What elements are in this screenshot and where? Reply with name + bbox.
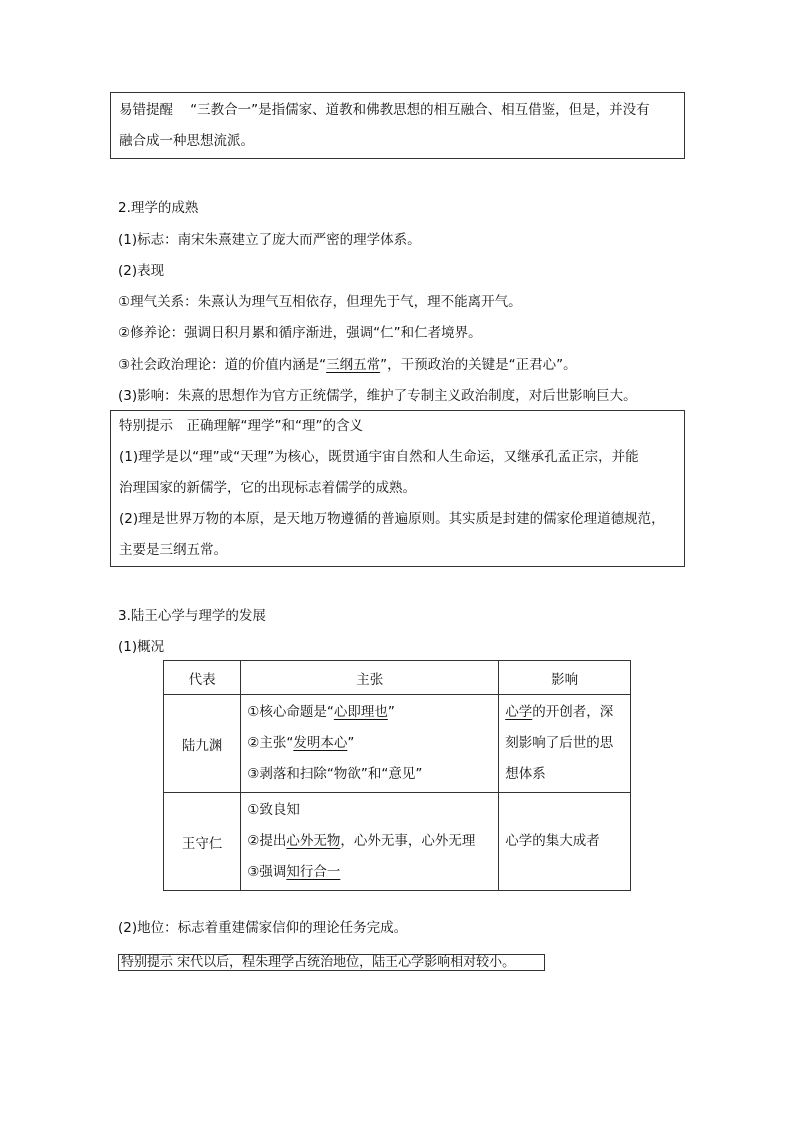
tip-text-1: “三教合一”是指儒家、道教和佛教思想的相互融合、相互借鉴，但是，并没有 (190, 102, 650, 118)
row2-name: 王守仁 (164, 793, 241, 891)
tip-line-1 (119, 95, 676, 126)
special-tip-p2b: 主要是三纲五常。 (119, 542, 227, 558)
section2-item2: ②修养论：强调日积月累和循序渐进，强调“仁”和仁者境界。 (118, 325, 482, 341)
underlined-term: 心学 (505, 704, 533, 720)
header-claim: 主张 (241, 661, 499, 695)
section2-item1: ①理气关系：朱熹认为理气互相依存，但理先于气，理不能离开气。 (118, 294, 522, 310)
underlined-term: 知行合一 (286, 864, 341, 880)
tip-text-2: 融合成一种思想流派。 (119, 133, 254, 149)
row2-impact: 心学的集大成者 (499, 793, 631, 891)
row1-impact: 心学的开创者，深刻影响了后世的思想体系 (499, 695, 631, 793)
section2-performance: (2)表现 (118, 263, 165, 279)
table-row (164, 793, 631, 891)
tip-box (110, 92, 685, 159)
special-tip-p1b: 治理国家的新儒学，它的出现标志着儒学的成熟。 (119, 480, 416, 496)
special-tip-p2a: (2)理是世界万物的本原，是天地万物遵循的普遍原则。其实质是封建的儒家伦理道德规范， (119, 511, 665, 527)
section3-overview: (1)概况 (118, 639, 165, 655)
table-header-row (164, 661, 631, 695)
special-tip-title: 特别提示 正确理解“理学”和“理”的含义 (119, 418, 363, 434)
section2-item3: ③社会政治理论：道的价值内涵是“三纲五常”，干预政治的关键是“正君心”。 (118, 357, 577, 373)
special-tip-p1a: (1)理学是以“理”或“天理”为核心，既贯通宇宙自然和人生命运，又继承孔孟正宗，并能 (119, 449, 639, 465)
special-tip-box (110, 410, 685, 567)
underlined-term: 发明本心 (293, 735, 348, 751)
row1-claims: ①核心命题是“心即理也” ②主张“发明本心” ③剥落和扫除“物欲”和“意见” (241, 695, 499, 793)
header-representative: 代表 (164, 661, 241, 695)
row2-claims: ①致良知 ②提出心外无物，心外无事，心外无理 ③强调知行合一 (241, 793, 499, 891)
underlined-term: 心即理也 (333, 704, 388, 720)
section3-title: 3.陆王心学与理学的发展 (118, 608, 266, 624)
table-row (164, 695, 631, 793)
overview-table (163, 660, 631, 891)
section2-title: 2.理学的成熟 (118, 200, 199, 216)
tip-label: 易错提醒 (119, 102, 173, 118)
underlined-term: 心外无物 (286, 833, 341, 849)
section2-influence: (3)影响：朱熹的思想作为官方正统儒学，维护了专制主义政治制度，对后世影响巨大。 (118, 388, 637, 404)
header-impact: 影响 (499, 661, 631, 695)
section2-sign: (1)标志：南宋朱熹建立了庞大而严密的理学体系。 (118, 232, 421, 248)
section3-status: (2)地位：标志着重建儒家信仰的理论任务完成。 (118, 920, 408, 936)
row1-name: 陆九渊 (164, 695, 241, 793)
section3-note: 特别提示 宋代以后，程朱理学占统治地位，陆王心学影响相对较小。 (118, 954, 545, 971)
underlined-term: 三纲五常 (326, 357, 381, 373)
